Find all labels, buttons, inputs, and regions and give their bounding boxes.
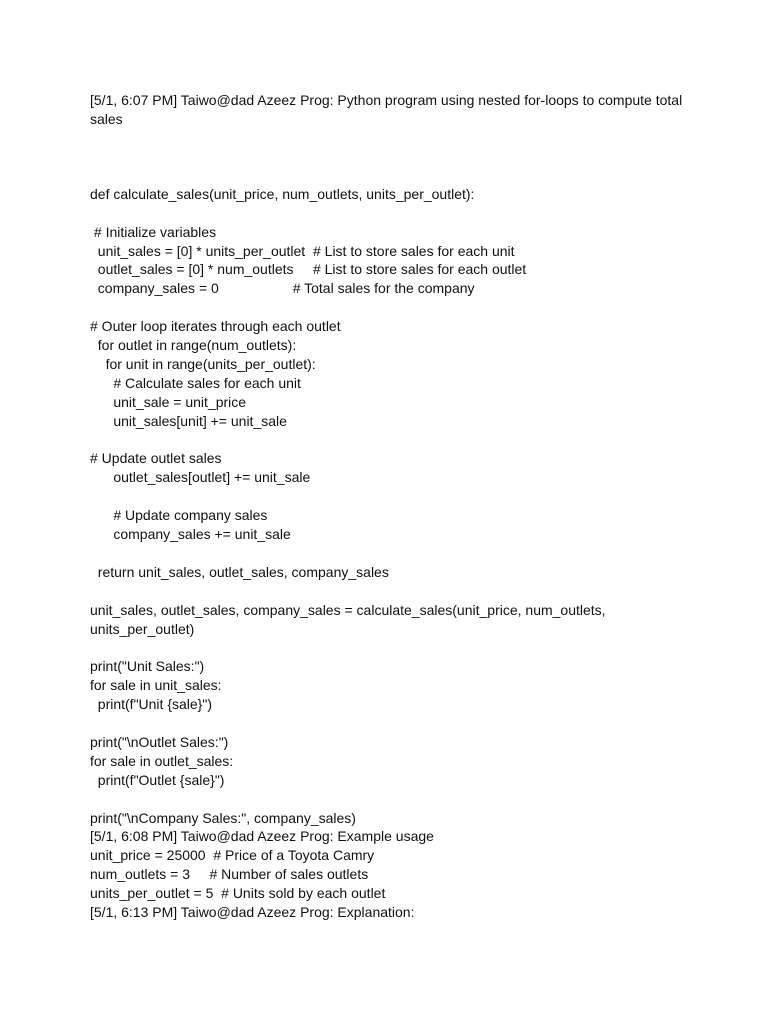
code-line: return unit_sales, outlet_sales, company_sales	[90, 563, 389, 580]
code-line	[90, 204, 690, 223]
code-line: print("\nOutlet Sales:")	[90, 733, 229, 750]
code-line: unit_sales = [0] * units_per_outlet # List to store sales for each unit	[90, 242, 515, 259]
code-line	[90, 544, 690, 563]
code-line: unit_sales, outlet_sales, company_sales = calculate_sales(unit_price, num_outlets, units_per_outlet)	[90, 601, 610, 637]
spacer	[90, 129, 690, 185]
code-line: # Update company sales	[90, 507, 268, 524]
code-line: for unit in range(units_per_outlet):	[90, 355, 316, 372]
code-line: unit_price = 25000 # Price of a Toyota Camry	[90, 847, 375, 864]
code-line: print("\nCompany Sales:", company_sales)	[90, 809, 356, 826]
code-line: # Outer loop iterates through each outlet	[90, 318, 341, 335]
code-line: # Update outlet sales	[90, 450, 222, 467]
code-line	[90, 487, 690, 506]
code-block	[90, 185, 690, 922]
code-line: [5/1, 6:13 PM] Taiwo@dad Azeez Prog: Explanation:	[90, 904, 415, 921]
code-line	[90, 298, 690, 317]
code-line: outlet_sales[outlet] += unit_sale	[90, 469, 311, 486]
code-line	[90, 431, 690, 450]
code-line: print("Unit Sales:")	[90, 658, 205, 675]
code-line: # Initialize variables	[90, 223, 217, 240]
code-line: print(f"Unit {sale}")	[90, 696, 212, 713]
message-header: [5/1, 6:07 PM] Taiwo@dad Azeez Prog: Python program using nested for-loops to compute total sales	[90, 92, 683, 127]
code-line	[90, 582, 690, 601]
code-line: print(f"Outlet {sale}")	[90, 771, 225, 788]
code-line: unit_sale = unit_price	[90, 393, 247, 410]
code-line	[90, 638, 690, 657]
code-line: company_sales += unit_sale	[90, 526, 291, 543]
code-line: def calculate_sales(unit_price, num_outlets, units_per_outlet):	[90, 185, 475, 202]
code-line: # Calculate sales for each unit	[90, 374, 301, 391]
code-line: for sale in outlet_sales:	[90, 752, 234, 769]
code-line: units_per_outlet = 5 # Units sold by each outlet	[90, 885, 386, 902]
code-line	[90, 790, 690, 809]
code-line: for sale in unit_sales:	[90, 677, 222, 694]
code-line: company_sales = 0 # Total sales for the company	[90, 280, 475, 297]
code-line: outlet_sales = [0] * num_outlets # List to store sales for each outlet	[90, 261, 527, 278]
code-line	[90, 714, 690, 733]
code-line: for outlet in range(num_outlets):	[90, 337, 297, 354]
code-line: unit_sales[unit] += unit_sale	[90, 412, 287, 429]
code-line: [5/1, 6:08 PM] Taiwo@dad Azeez Prog: Example usage	[90, 828, 434, 845]
code-line: num_outlets = 3 # Number of sales outlets	[90, 866, 369, 883]
document-page	[90, 91, 690, 922]
